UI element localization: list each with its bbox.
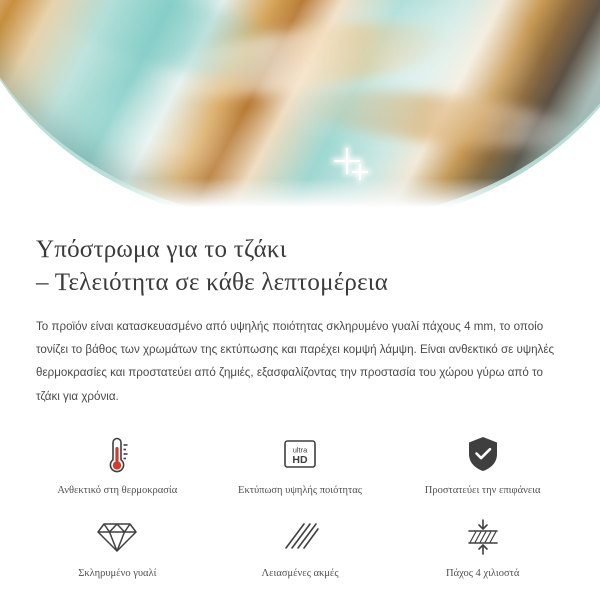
diamond-icon [96,515,138,559]
svg-text:ultra: ultra [292,445,308,455]
feature-item-surface-protection [391,426,574,501]
feature-item-tempered-glass [26,509,209,584]
description-paragraph: Το προϊόν είναι κατασκευασμένο από υψηλής ποιότητας σκληρυμένο γυαλί πάχους 4 mm, το οποίο τονίζει το βάθος των χρωμάτων της εκτύπωσης και παρέχει κομψή λάμψη. Είναι ανθεκτικό σε υψηλές θερμοκρασίες και προστατεύει από ζημιές, εξασφαλίζοντας την προστασία του χώρου γύρω από το τζάκι για χρόνια. [36,320,555,403]
feature-label: Σκληρυμένο γυαλί [78,567,157,579]
headline-line-1: Υπόστρωμα για το τζάκι [36,236,287,263]
shield-check-icon [463,432,503,476]
feature-label: Λειασμένες ακμές [261,567,339,579]
ultra-hd-icon [280,432,320,476]
headline-line-2: – Τελειότητα σε κάθε λεπτομέρεια [36,268,389,296]
thermometer-icon [100,432,134,476]
feature-label: Προστατεύει την επιφάνεια [424,484,541,496]
polished-edges-icon [280,515,320,559]
feature-label: Εκτύπωση υψηλής ποιότητας [238,484,362,496]
hero-bottom-fade [0,178,600,212]
feature-label: Πάχος 4 χιλιοστά [446,567,520,579]
feature-grid [0,426,600,584]
feature-item-thickness [391,509,574,584]
feature-item-temperature-resistant [26,426,209,501]
feature-label: Ανθεκτικό στη θερμοκρασία [57,484,178,496]
thickness-arrows-icon [461,515,505,559]
feature-item-ultra-hd-print [209,426,392,501]
svg-text:HD: HD [292,453,308,466]
feature-item-polished-edges [209,509,392,584]
hero-image [0,0,600,212]
page-title [36,234,564,299]
content-section [0,212,600,408]
